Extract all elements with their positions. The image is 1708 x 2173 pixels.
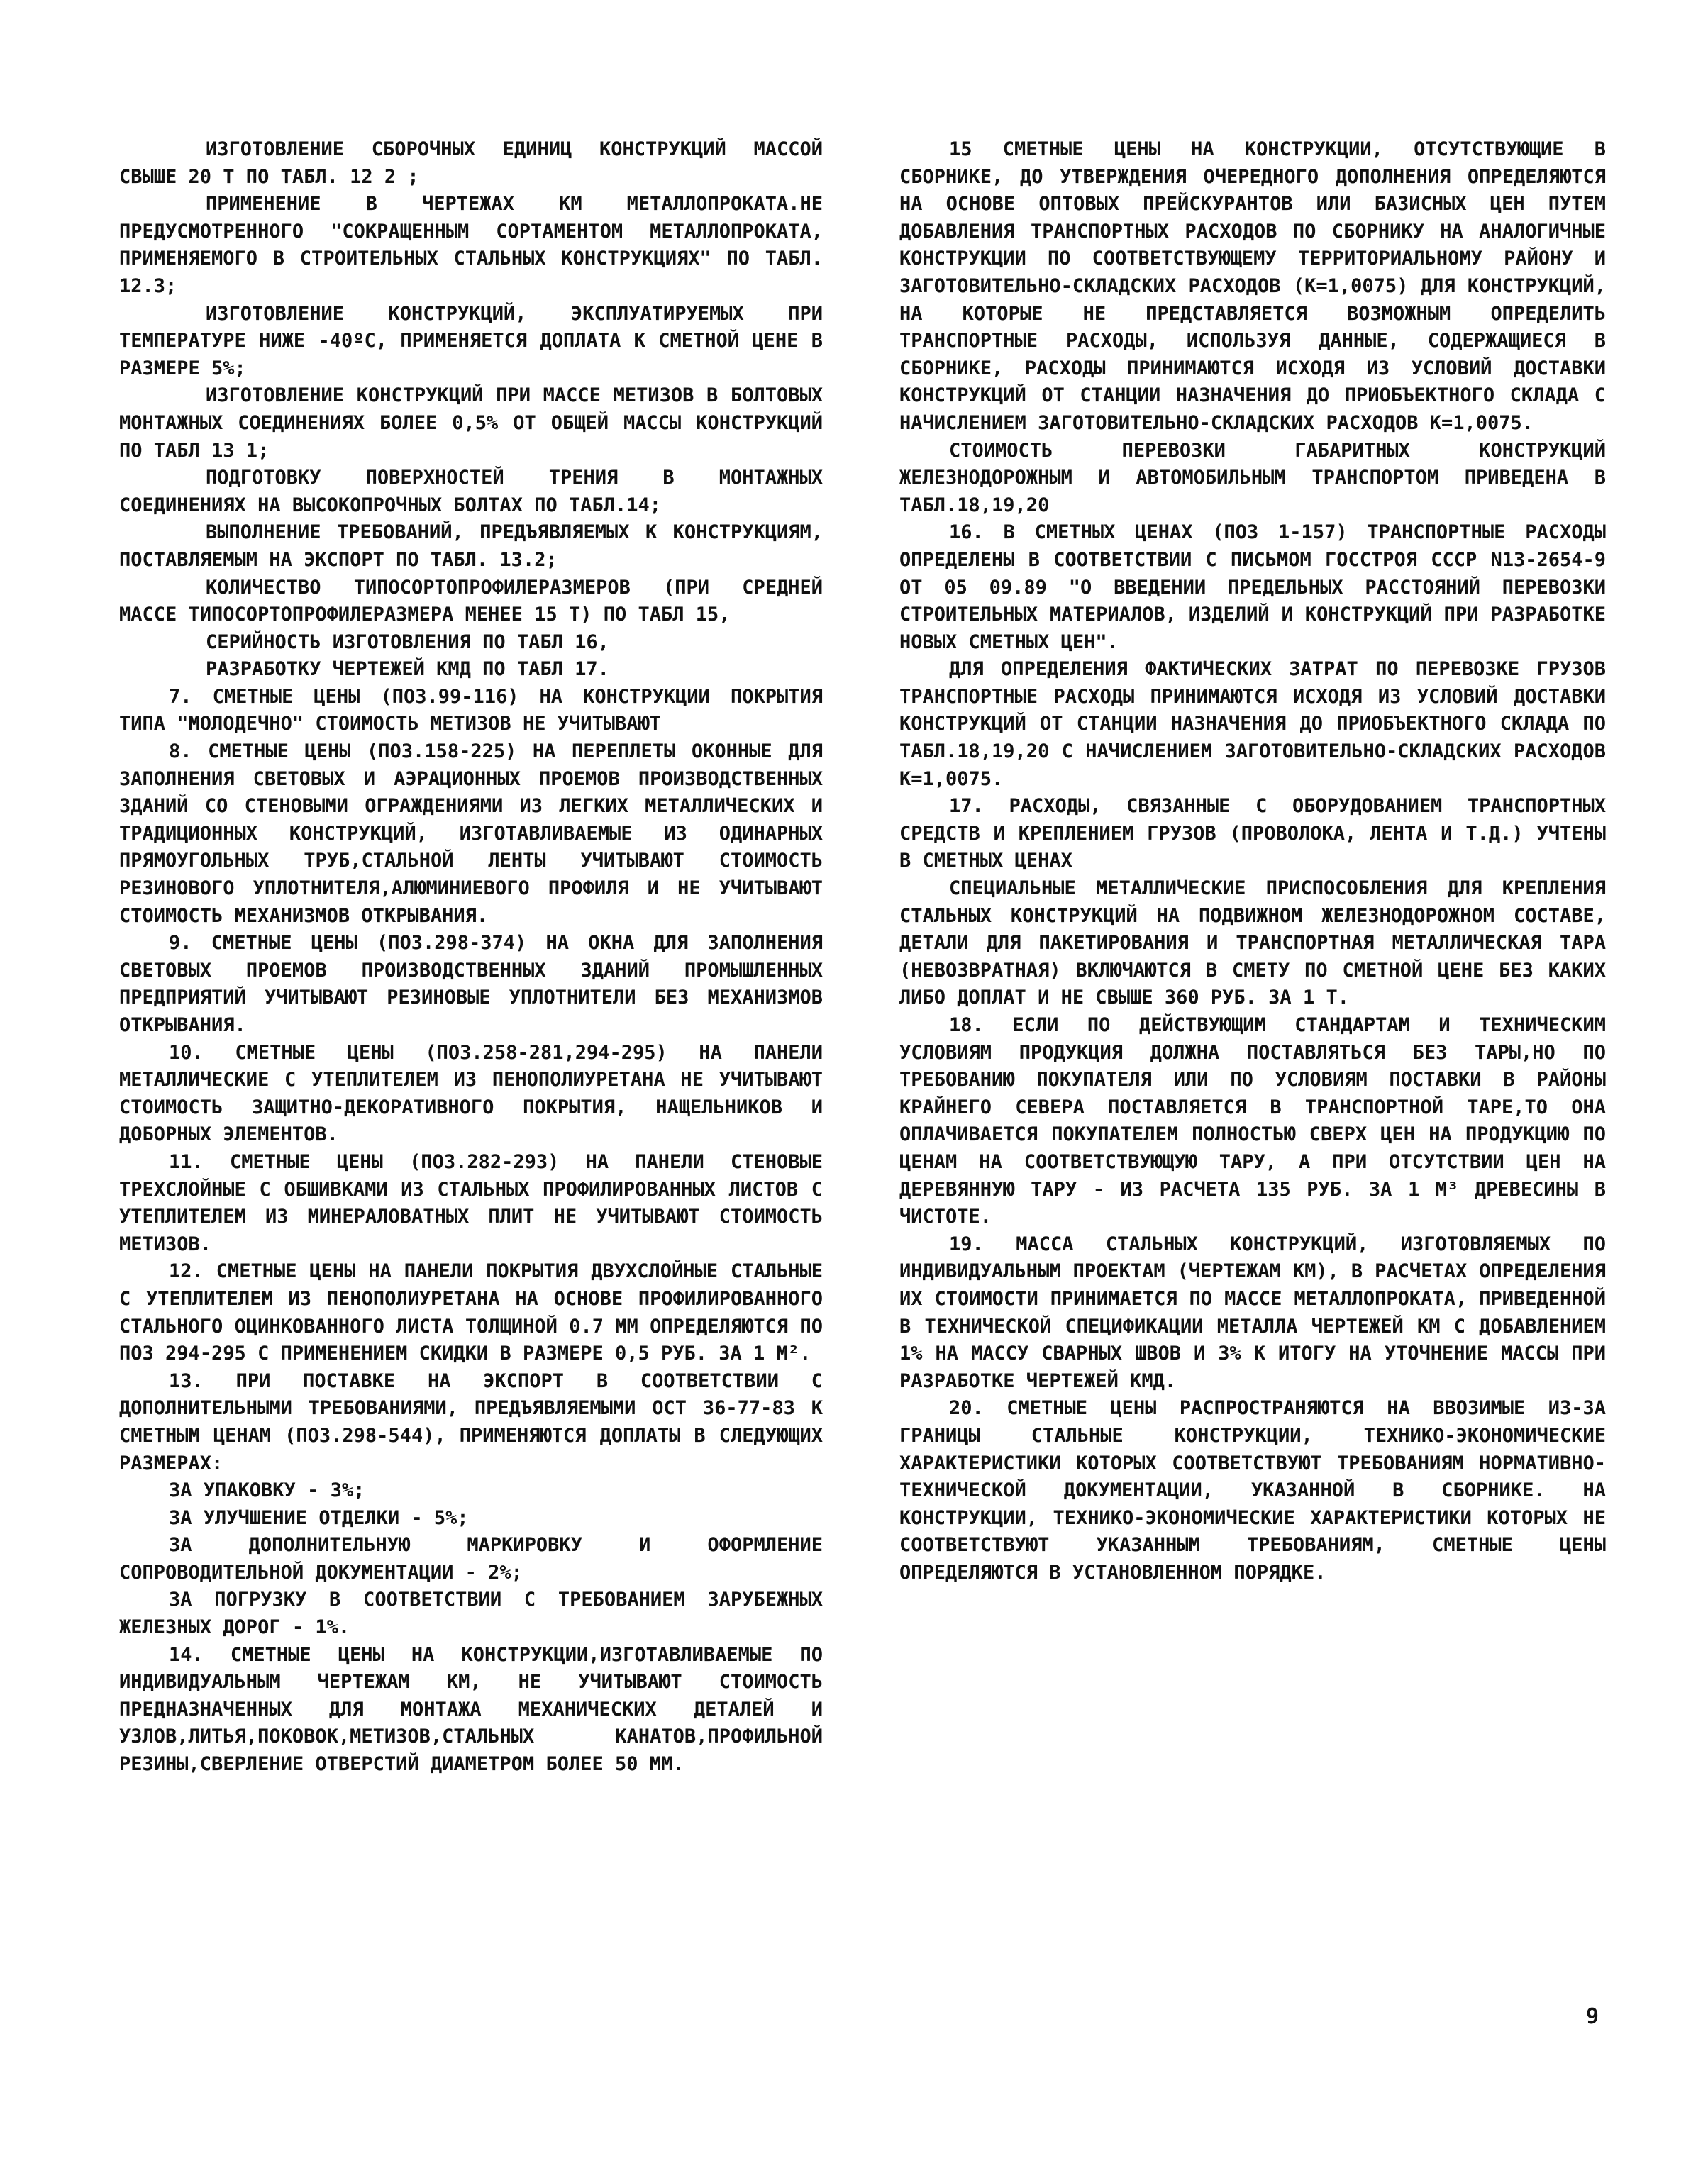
paragraph	[119, 1477, 823, 1505]
paragraph-text: ЗА УЛУЧШЕНИЕ ОТДЕЛКИ - 5%;	[169, 1506, 469, 1529]
paragraph-text: ПРИМЕНЕНИЕ В ЧЕРТЕЖАХ КМ МЕТАЛЛОПРОКАТА.НЕ ПРЕДУСМОТРЕННОГО "СОКРАЩЕННЫМ СОРТАМЕНТОМ МЕТАЛЛОПРОКАТА, ПРИМЕНЯЕМОГО В СТРОИТЕЛЬНЫХ СТАЛЬНЫХ КОНСТРУКЦИЯХ" ПО ТАБЛ. 12.3;	[119, 193, 823, 297]
paragraph	[119, 382, 823, 465]
paragraph	[899, 875, 1606, 1012]
paragraph	[119, 1149, 823, 1258]
page-number: 9	[1586, 2004, 1599, 2029]
paragraph-text: РАСХОДЫ, СВЯЗАННЫЕ С ОБОРУДОВАНИЕМ ТРАНСПОРТНЫХ СРЕДСТВ И КРЕПЛЕНИЕМ ГРУЗОВ (ПРОВОЛОКА, ЛЕНТА И Т.Д.) УЧТЕНЫ В СМЕТНЫХ ЦЕНАХ	[899, 795, 1606, 872]
paragraph	[119, 738, 823, 930]
paragraph	[119, 1040, 823, 1149]
paragraph	[899, 136, 1606, 438]
paragraph-text: СПЕЦИАЛЬНЫЕ МЕТАЛЛИЧЕСКИЕ ПРИСПОСОБЛЕНИЯ ДЛЯ КРЕПЛЕНИЯ СТАЛЬНЫХ КОНСТРУКЦИЙ НА ПОДВИЖНОМ ЖЕЛЕЗНОДОРОЖНОМ СОСТАВЕ, ДЕТАЛИ ДЛЯ ПАКЕТИРОВАНИЯ И ТРАНСПОРТНАЯ МЕТАЛЛИЧЕСКАЯ ТАРА (НЕВОЗВРАТНАЯ) ВКЛЮЧАЮТСЯ В СМЕТУ ПО СМЕТНОЙ ЦЕНЕ БЕЗ КАКИХ ЛИБО ДОПЛАТ И НЕ СВЫШЕ 360 РУБ. ЗА 1 Т.	[899, 877, 1606, 1009]
paragraph-number: 12.	[169, 1260, 204, 1283]
paragraph-number: 14.	[169, 1643, 204, 1666]
paragraph	[119, 656, 823, 684]
paragraph-number: 13.	[169, 1369, 204, 1392]
paragraph	[119, 1586, 823, 1641]
paragraph	[119, 136, 823, 191]
paragraph-text: ЕСЛИ ПО ДЕЙСТВУЮЩИМ СТАНДАРТАМ И ТЕХНИЧЕСКИМ УСЛОВИЯМ ПРОДУКЦИЯ ДОЛЖНА ПОСТАВЛЯТЬСЯ БЕЗ ТАРЫ,НО ПО ТРЕБОВАНИЮ ПОКУПАТЕЛЯ ИЛИ ПО УСЛОВИЯМ ПОСТАВКИ В РАЙОНЫ КРАЙНЕГО СЕВЕРА ПОСТАВЛЯЕТСЯ В ТРАНСПОРТНОЙ ТАРЕ,ТО ОНА ОПЛАЧИВАЕТСЯ ПОКУПАТЕЛЕМ ПОЛНОСТЬЮ СВЕРХ ЦЕН НА ПРОДУКЦИЮ ПО ЦЕНАМ НА СООТВЕТСТВУЮЩУЮ ТАРУ, А ПРИ ОТСУТСТВИИ ЦЕН НА ДЕРЕВЯННУЮ ТАРУ - ИЗ РАСЧЕТА 135 РУБ. ЗА 1 М³ ДРЕВЕСИНЫ В ЧИСТОТЕ.	[899, 1014, 1606, 1228]
paragraph-text: СМЕТНЫЕ ЦЕНЫ (ПОЗ.298-374) НА ОКНА ДЛЯ ЗАПОЛНЕНИЯ СВЕТОВЫХ ПРОЕМОВ ПРОИЗВОДСТВЕННЫХ ЗДАНИЙ ПРОМЫШЛЕННЫХ ПРЕДПРИЯТИЙ УЧИТЫВАЮТ РЕЗИНОВЫЕ УПЛОТНИТЕЛИ БЕЗ МЕХАНИЗМОВ ОТКРЫВАНИЯ.	[119, 932, 823, 1036]
paragraph-text: ЗА ПОГРУЗКУ В СООТВЕТСТВИИ С ТРЕБОВАНИЕМ ЗАРУБЕЖНЫХ ЖЕЛЕЗНЫХ ДОРОГ - 1%.	[119, 1589, 823, 1639]
paragraph	[119, 684, 823, 738]
right-column	[899, 136, 1606, 1586]
paragraph-number: 10.	[169, 1041, 204, 1064]
left-column	[119, 136, 823, 1779]
paragraph-number: 9.	[169, 932, 192, 955]
paragraph-text: СМЕТНЫЕ ЦЕНЫ НА КОНСТРУКЦИИ, ОТСУТСТВУЮЩИЕ В СБОРНИКЕ, ДО УТВЕРЖДЕНИЯ ОЧЕРЕДНОГО ДОПОЛНЕНИЯ ОПРЕДЕЛЯЮТСЯ НА ОСНОВЕ ОПТОВЫХ ПРЕЙСКУРАНТОВ ИЛИ БАЗИСНЫХ ЦЕН ПУТЕМ ДОБАВЛЕНИЯ ТРАНСПОРТНЫХ РАСХОДОВ ПО СБОРНИКУ НА АНАЛОГИЧНЫЕ КОНСТРУКЦИИ ПО СООТВЕТСТВУЮЩЕМУ ТЕРРИТОРИАЛЬНОМУ РАЙОНУ И ЗАГОТОВИТЕЛЬНО-СКЛАДСКИХ РАСХОДОВ (К=1,0075) ДЛЯ КОНСТРУКЦИЙ, НА КОТОРЫЕ НЕ ПРЕДСТАВЛЯЕТСЯ ВОЗМОЖНЫМ ОПРЕДЕЛИТЬ ТРАНСПОРТНЫЕ РАСХОДЫ, ИСПОЛЬЗУЯ ДАННЫЕ, СОДЕРЖАЩИЕСЯ В СБОРНИКЕ, РАСХОДЫ ПРИНИМАЮТСЯ ИСХОДЯ ИЗ УСЛОВИЙ ДОСТАВКИ КОНСТРУКЦИЙ ОТ СТАНЦИИ НАЗНАЧЕНИЯ ДО ПРИОБЪЕКТНОГО СКЛАДА С НАЧИСЛЕНИЕМ ЗАГОТОВИТЕЛЬНО-СКЛАДСКИХ РАСХОДОВ К=1,0075.	[899, 138, 1606, 434]
paragraph-text: КОЛИЧЕСТВО ТИПОСОРТОПРОФИЛЕРАЗМЕРОВ (ПРИ СРЕДНЕЙ МАССЕ ТИПОСОРТОПРОФИЛЕРАЗМЕРА МЕНЕЕ 15 Т) ПО ТАБЛ 15,	[119, 576, 823, 626]
paragraph	[119, 629, 823, 657]
paragraph-number: 20.	[949, 1397, 984, 1420]
paragraph-text: ИЗГОТОВЛЕНИЕ КОНСТРУКЦИЙ, ЭКСПЛУАТИРУЕМЫХ ПРИ ТЕМПЕРАТУРЕ НИЖЕ -40ºС, ПРИМЕНЯЕТСЯ ДОПЛАТА К СМЕТНОЙ ЦЕНЕ В РАЗМЕРЕ 5%;	[119, 302, 823, 379]
paragraph	[899, 1012, 1606, 1231]
paragraph	[119, 1642, 823, 1779]
paragraph	[899, 1395, 1606, 1586]
paragraph	[119, 519, 823, 574]
paragraph	[119, 1532, 823, 1586]
paragraph	[899, 1231, 1606, 1396]
paragraph-text: ЗА УПАКОВКУ - 3%;	[169, 1479, 365, 1502]
paragraph-text: СМЕТНЫЕ ЦЕНЫ (ПОЗ.158-225) НА ПЕРЕПЛЕТЫ ОКОННЫЕ ДЛЯ ЗАПОЛНЕНИЯ СВЕТОВЫХ И АЭРАЦИОННЫХ ПРОЕМОВ ПРОИЗВОДСТВЕННЫХ ЗДАНИЙ СО СТЕНОВЫМИ ОГРАЖДЕНИЯМИ ИЗ ЛЕГКИХ МЕТАЛЛИЧЕСКИХ И ТРАДИЦИОННЫХ КОНСТРУКЦИЙ, ИЗГОТАВЛИВАЕМЫЕ ИЗ ОДИНАРНЫХ ПРЯМОУГОЛЬНЫХ ТРУБ,СТАЛЬНОЙ ЛЕНТЫ УЧИТЫВАЮТ СТОИМОСТЬ РЕЗИНОВОГО УПЛОТНИТЕЛЯ,АЛЮМИНИЕВОГО ПРОФИЛЯ И НЕ УЧИТЫВАЮТ СТОИМОСТЬ МЕХАНИЗМОВ ОТКРЫВАНИЯ.	[119, 740, 823, 927]
paragraph-text: В СМЕТНЫХ ЦЕНАХ (ПОЗ 1-157) ТРАНСПОРТНЫЕ РАСХОДЫ ОПРЕДЕЛЕНЫ В СООТВЕТСТВИИ С ПИСЬМОМ ГОССТРОЯ СССР N13-2654-9 ОТ 05 09.89 "О ВВЕДЕНИИ ПРЕДЕЛЬНЫХ РАССТОЯНИЙ ПЕРЕВОЗКИ СТРОИТЕЛЬНЫХ МАТЕРИАЛОВ, ИЗДЕЛИЙ И КОНСТРУКЦИЙ ПРИ РАЗРАБОТКЕ НОВЫХ СМЕТНЫХ ЦЕН".	[899, 521, 1606, 653]
paragraph-text: СЕРИЙНОСТЬ ИЗГОТОВЛЕНИЯ ПО ТАБЛ 16,	[206, 630, 609, 653]
paragraph	[119, 301, 823, 383]
paragraph	[899, 793, 1606, 875]
paragraph-text: СМЕТНЫЕ ЦЕНЫ РАСПРОСТРАНЯЮТСЯ НА ВВОЗИМЫЕ ИЗ-ЗА ГРАНИЦЫ СТАЛЬНЫЕ КОНСТРУКЦИИ, ТЕХНИКО-ЭКОНОМИЧЕСКИЕ ХАРАКТЕРИСТИКИ КОТОРЫХ СООТВЕТСТВУЮТ ТРЕБОВАНИЯМ НОРМАТИВНО-ТЕХНИЧЕСКОЙ ДОКУМЕНТАЦИИ, УКАЗАННОЙ В СБОРНИКЕ. НА КОНСТРУКЦИИ, ТЕХНИКО-ЭКОНОМИЧЕСКИЕ ХАРАКТЕРИСТИКИ КОТОРЫХ НЕ СООТВЕТСТВУЮТ УКАЗАННЫМ ТРЕБОВАНИЯМ, СМЕТНЫЕ ЦЕНЫ ОПРЕДЕЛЯЮТСЯ В УСТАНОВЛЕННОМ ПОРЯДКЕ.	[899, 1397, 1606, 1584]
paragraph	[119, 1505, 823, 1533]
paragraph-text: СМЕТНЫЕ ЦЕНЫ НА КОНСТРУКЦИИ,ИЗГОТАВЛИВАЕМЫЕ ПО ИНДИВИДУАЛЬНЫМ ЧЕРТЕЖАМ КМ, НЕ УЧИТЫВАЮТ СТОИМОСТЬ ПРЕДНАЗНАЧЕННЫХ ДЛЯ МОНТАЖА МЕХАНИЧЕСКИХ ДЕТАЛЕЙ И УЗЛОВ,ЛИТЬЯ,ПОКОВОК,МЕТИЗОВ,СТАЛЬНЫХ КАНАТОВ,ПРОФИЛЬНОЙ РЕЗИНЫ,СВЕРЛЕНИЕ ОТВЕРСТИЙ ДИАМЕТРОМ БОЛЕЕ 50 ММ.	[119, 1643, 824, 1776]
paragraph-text: ИЗГОТОВЛЕНИЕ КОНСТРУКЦИЙ ПРИ МАССЕ МЕТИЗОВ В БОЛТОВЫХ МОНТАЖНЫХ СОЕДИНЕНИЯХ БОЛЕЕ 0,5% ОТ ОБЩЕЙ МАССЫ КОНСТРУКЦИЙ ПО ТАБЛ 13 1;	[119, 384, 823, 462]
paragraph	[899, 438, 1606, 520]
paragraph	[899, 519, 1606, 656]
paragraph-text: СМЕТНЫЕ ЦЕНЫ (ПОЗ.258-281,294-295) НА ПАНЕЛИ МЕТАЛЛИЧЕСКИЕ С УТЕПЛИТЕЛЕМ ИЗ ПЕНОПОЛИУРЕТАНА НЕ УЧИТЫВАЮТ СТОИМОСТЬ ЗАЩИТНО-ДЕКОРАТИВНОГО ПОКРЫТИЯ, НАЩЕЛЬНИКОВ И ДОБОРНЫХ ЭЛЕМЕНТОВ.	[119, 1041, 823, 1146]
paragraph-text: МАССА СТАЛЬНЫХ КОНСТРУКЦИЙ, ИЗГОТОВЛЯЕМЫХ ПО ИНДИВИДУАЛЬНЫМ ПРОЕКТАМ (ЧЕРТЕЖАМ КМ), В РАСЧЕТАХ ОПРЕДЕЛЕНИЯ ИХ СТОИМОСТИ ПРИНИМАЕТСЯ ПО МАССЕ МЕТАЛЛОПРОКАТА, ПРИВЕДЕННОЙ В ТЕХНИЧЕСКОЙ СПЕЦИФИКАЦИИ МЕТАЛЛА ЧЕРТЕЖЕЙ КМ С ДОБАВЛЕНИЕМ 1% НА МАССУ СВАРНЫХ ШВОВ И 3% К ИТОГУ НА УТОЧНЕНИЕ МАССЫ ПРИ РАЗРАБОТКЕ ЧЕРТЕЖЕЙ КМД.	[899, 1233, 1606, 1392]
paragraph-number: 11.	[169, 1150, 204, 1173]
paragraph-text: ПОДГОТОВКУ ПОВЕРХНОСТЕЙ ТРЕНИЯ В МОНТАЖНЫХ СОЕДИНЕНИЯХ НА ВЫСОКОПРОЧНЫХ БОЛТАХ ПО ТАБЛ.14;	[119, 467, 823, 516]
paragraph	[119, 574, 823, 629]
paragraph-text: ПРИ ПОСТАВКЕ НА ЭКСПОРТ В СООТВЕТСТВИИ С ДОПОЛНИТЕЛЬНЫМИ ТРЕБОВАНИЯМИ, ПРЕДЪЯВЛЯЕМЫМИ ОСТ 36-77-83 К СМЕТНЫМ ЦЕНАМ (ПОЗ.298-544), ПРИМЕНЯЮТСЯ ДОПЛАТЫ В СЛЕДУЮЩИХ РАЗМЕРАХ:	[119, 1369, 823, 1474]
paragraph	[119, 1258, 823, 1367]
paragraph-text: СМЕТНЫЕ ЦЕНЫ НА ПАНЕЛИ ПОКРЫТИЯ ДВУХСЛОЙНЫЕ СТАЛЬНЫЕ С УТЕПЛИТЕЛЕМ ИЗ ПЕНОПОЛИУРЕТАНА НА ОСНОВЕ ПРОФИЛИРОВАННОГО СТАЛЬНОГО ОЦИНКОВАННОГО ЛИСТА ТОЛЩИНОЙ 0.7 ММ ОПРЕДЕЛЯЮТСЯ ПО ПОЗ 294-295 С ПРИМЕНЕНИЕМ СКИДКИ В РАЗМЕРЕ 0,5 РУБ. ЗА 1 М².	[119, 1260, 824, 1365]
paragraph-text: СМЕТНЫЕ ЦЕНЫ (ПОЗ.99-116) НА КОНСТРУКЦИИ ПОКРЫТИЯ ТИПА "МОЛОДЕЧНО" СТОИМОСТЬ МЕТИЗОВ НЕ УЧИТЫВАЮТ	[119, 685, 823, 735]
paragraph-text: ИЗГОТОВЛЕНИЕ СБОРОЧНЫХ ЕДИНИЦ КОНСТРУКЦИЙ МАССОЙ СВЫШЕ 20 Т ПО ТАБЛ. 12 2 ;	[119, 138, 823, 188]
paragraph-number: 8.	[169, 740, 192, 763]
paragraph	[119, 1368, 823, 1477]
paragraph	[119, 930, 823, 1039]
paragraph-number: 17.	[949, 795, 984, 818]
paragraph-number: 18.	[949, 1014, 984, 1036]
paragraph-text: ДЛЯ ОПРЕДЕЛЕНИЯ ФАКТИЧЕСКИХ ЗАТРАТ ПО ПЕРЕВОЗКЕ ГРУЗОВ ТРАНСПОРТНЫЕ РАСХОДЫ ПРИНИМАЮТСЯ ИСХОДЯ ИЗ УСЛОВИЙ ДОСТАВКИ КОНСТРУКЦИЙ ОТ СТАНЦИИ НАЗНАЧЕНИЯ ДО ПРИОБЪЕКТНОГО СКЛАДА ПО ТАБЛ.18,19,20 С НАЧИСЛЕНИЕМ ЗАГОТОВИТЕЛЬНО-СКЛАДСКИХ РАСХОДОВ К=1,0075.	[899, 658, 1606, 790]
paragraph	[899, 656, 1606, 793]
paragraph-text: РАЗРАБОТКУ ЧЕРТЕЖЕЙ КМД ПО ТАБЛ 17.	[206, 658, 609, 681]
paragraph	[119, 465, 823, 519]
paragraph-text: ВЫПОЛНЕНИЕ ТРЕБОВАНИЙ, ПРЕДЪЯВЛЯЕМЫХ К КОНСТРУКЦИЯМ, ПОСТАВЛЯЕМЫМ НА ЭКСПОРТ ПО ТАБЛ. 13.2;	[119, 521, 823, 571]
paragraph-text: СТОИМОСТЬ ПЕРЕВОЗКИ ГАБАРИТНЫХ КОНСТРУКЦИЙ ЖЕЛЕЗНОДОРОЖНЫМ И АВТОМОБИЛЬНЫМ ТРАНСПОРТОМ ПРИВЕДЕНА В ТАБЛ.18,19,20	[899, 439, 1606, 516]
paragraph-number: 7.	[169, 685, 192, 708]
paragraph-text: ЗА ДОПОЛНИТЕЛЬНУЮ МАРКИРОВКУ И ОФОРМЛЕНИЕ СОПРОВОДИТЕЛЬНОЙ ДОКУМЕНТАЦИИ - 2%;	[119, 1534, 823, 1584]
paragraph-number: 15	[949, 138, 972, 160]
paragraph-number: 19.	[949, 1233, 984, 1255]
paragraph-text: СМЕТНЫЕ ЦЕНЫ (ПОЗ.282-293) НА ПАНЕЛИ СТЕНОВЫЕ ТРЕХСЛОЙНЫЕ С ОБШИВКАМИ ИЗ СТАЛЬНЫХ ПРОФИЛИРОВАННЫХ ЛИСТОВ С УТЕПЛИТЕЛЕМ ИЗ МИНЕРАЛОВАТНЫХ ПЛИТ НЕ УЧИТЫВАЮТ СТОИМОСТЬ МЕТИЗОВ.	[119, 1150, 823, 1255]
paragraph-number: 16.	[949, 521, 984, 544]
paragraph	[119, 191, 823, 300]
